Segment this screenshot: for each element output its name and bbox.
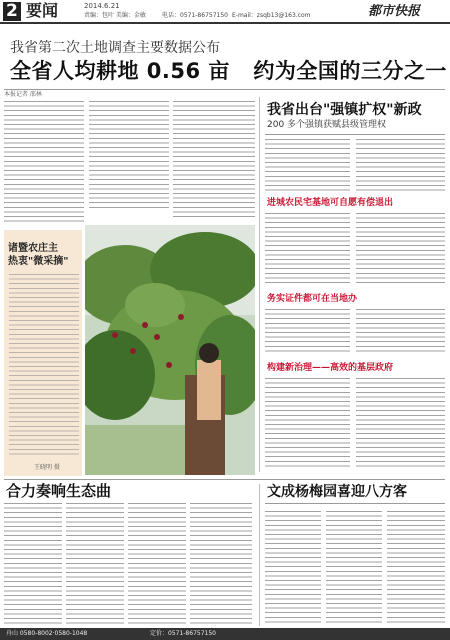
editor-line: 责编：包叶 美编：金敏 [84,12,146,19]
bottom-left-headline: 合力奏响生态曲 [6,482,112,500]
subsection-a-title: 进城农民宅基地可自愿有偿退出 [267,198,394,208]
section-name: 要闻 [26,1,59,20]
lead-body-col-1 [4,101,84,222]
lead-rule [4,89,445,90]
bottom-left-col-2 [66,503,124,624]
right-top-headline: 我省出台"强镇扩权"新政 [267,102,422,118]
photo-story-headline-2: 热衷"微采摘" [8,256,69,267]
bottom-left-col-3 [128,503,186,624]
subsection-a-col-2 [356,213,445,285]
bottom-right-col-3 [387,511,445,624]
footer-right: 定价：0571-86757150 [150,630,216,637]
mid-page-rule [4,479,445,480]
subsection-c-col-1 [265,378,350,470]
page-number: 2 [6,1,18,21]
photo-story-headline-1: 诸暨农庄主 [8,243,58,254]
bottom-right-col-2 [326,511,382,624]
photo-story-text [9,274,79,458]
masthead [0,0,450,22]
issue-date: 2014.6.21 [84,2,120,10]
photo-byline: 王晓明 摄 [34,464,60,471]
lead-body-col-2 [89,101,169,209]
subsection-c-col-2 [356,378,445,470]
footer-left: 舟山 0580-8002·0580-1048 [6,630,88,637]
right-top-subhead: 200 多个强镇获赋县级管理权 [267,120,387,130]
main-photo [85,225,255,475]
bottom-divider [259,484,260,626]
phone: 电话：0571-86757150 [162,12,228,19]
masthead-rule [0,22,450,24]
paper-name: 都市快报 [368,4,421,19]
bottom-right-col-1 [265,511,321,624]
right-top-rule [265,134,445,135]
subsection-b-col-2 [356,309,445,355]
lead-body-col-3 [173,101,255,217]
subsection-c-title: 构建新治理——高效的基层政府 [267,363,394,373]
bottom-right-rule [265,503,445,504]
lead-byline: 本报记者 邵林 [4,91,42,98]
photo-tree-image [85,225,255,475]
right-top-col-2 [356,139,445,191]
right-column-divider [259,97,260,472]
subsection-b-title: 务实证件都可在当地办 [267,294,358,304]
lead-headline: 全省人均耕地 0.56 亩 约为全国的三分之一 [10,59,447,83]
subsection-b-col-1 [265,309,350,355]
bottom-left-col-4 [190,503,252,624]
bottom-right-headline: 文成杨梅园喜迎八方客 [267,484,407,500]
email: E-mail：zsqb13@163.com [232,12,311,19]
right-top-col-1 [265,139,350,191]
subsection-a-col-1 [265,213,350,285]
bottom-left-col-1 [4,503,62,624]
lead-kicker: 我省第二次土地调查主要数据公布 [10,40,220,56]
